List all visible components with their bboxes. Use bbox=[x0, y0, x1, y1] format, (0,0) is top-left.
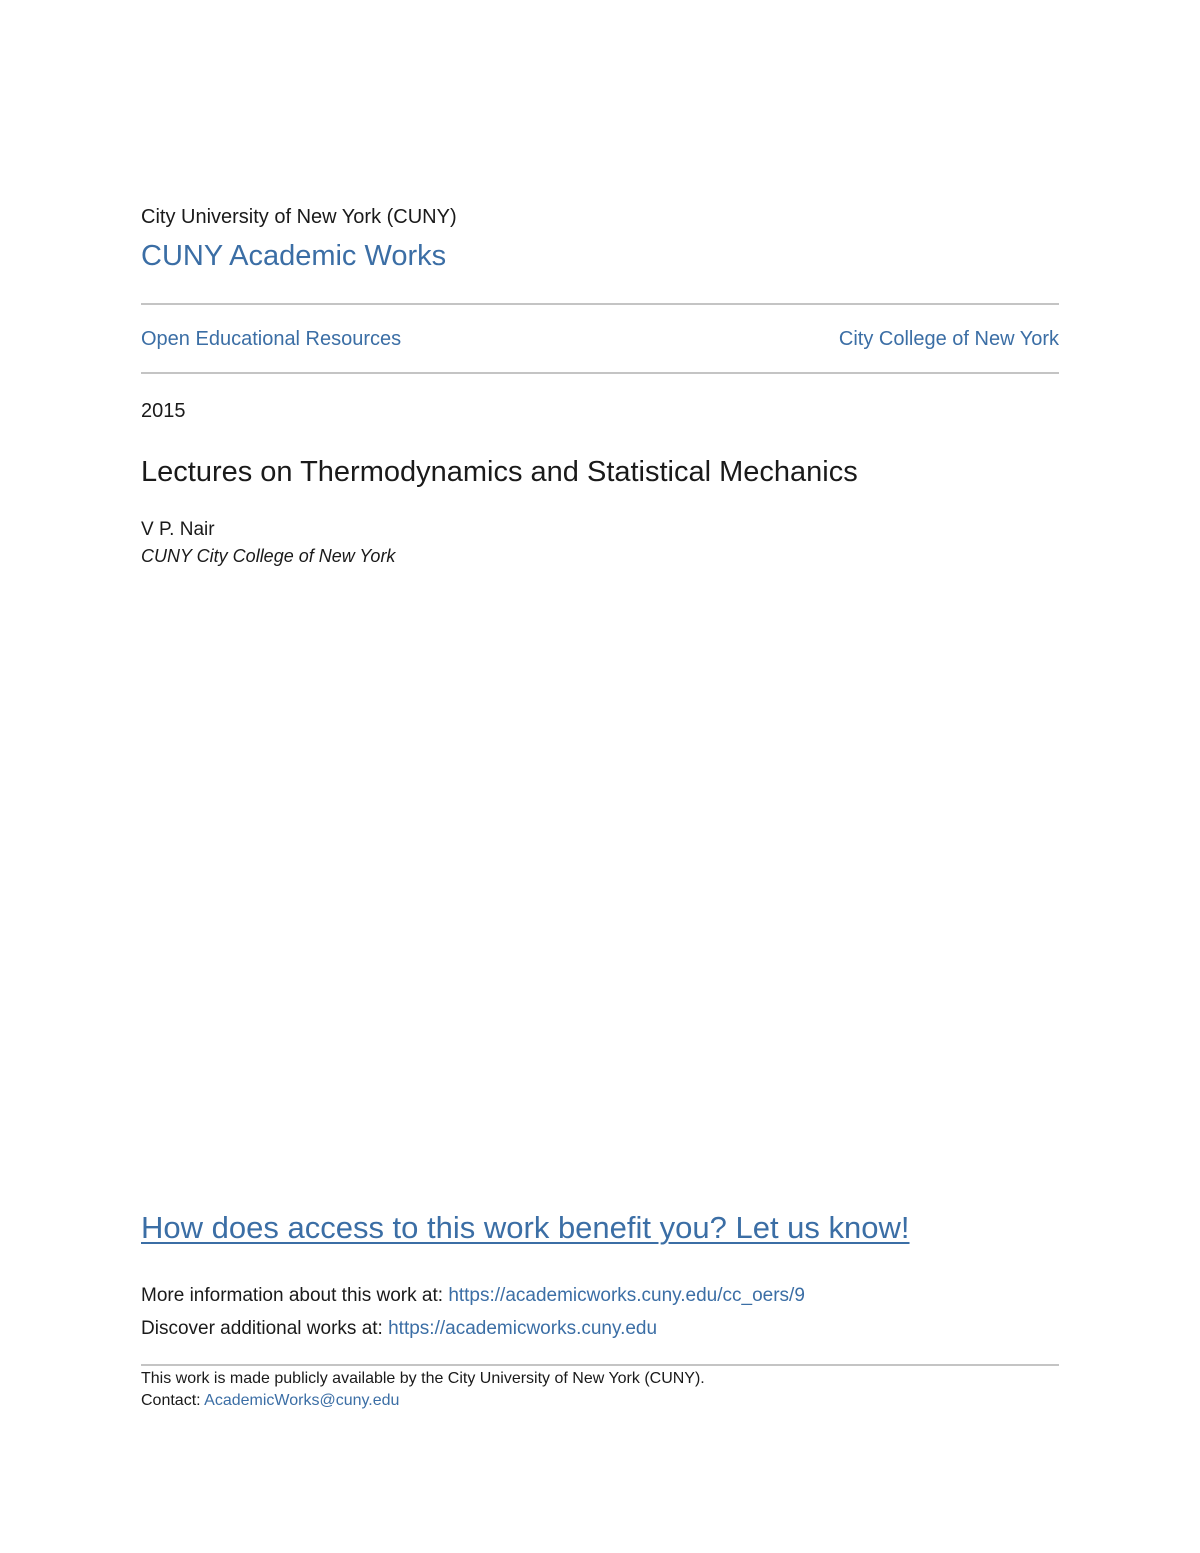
top-divider bbox=[141, 303, 1059, 305]
more-info-line bbox=[141, 1285, 805, 1307]
author-affiliation: CUNY City College of New York bbox=[141, 546, 396, 566]
college-link[interactable]: City College of New York bbox=[838, 328, 1059, 350]
publication-year: 2015 bbox=[141, 400, 186, 422]
discover-url-link[interactable]: https://academicworks.cuny.edu bbox=[388, 1318, 658, 1339]
availability-notice bbox=[141, 1368, 705, 1412]
more-info-label: More information about this work at: bbox=[141, 1285, 449, 1306]
repository-title-link[interactable]: CUNY Academic Works bbox=[141, 240, 447, 272]
footer-divider bbox=[141, 1364, 1059, 1366]
discover-label: Discover additional works at: bbox=[141, 1318, 389, 1339]
series-link[interactable]: Open Educational Resources bbox=[141, 328, 402, 350]
contact-line bbox=[141, 1390, 705, 1412]
nav-divider bbox=[141, 372, 1059, 374]
more-info-url-link[interactable]: https://academicworks.cuny.edu/cc_oers/9 bbox=[448, 1285, 805, 1306]
author-name: V P. Nair bbox=[141, 519, 215, 540]
contact-email-link[interactable]: AcademicWorks@cuny.edu bbox=[204, 1392, 400, 1409]
availability-text: This work is made publicly available by the City University of New York (CUNY). bbox=[141, 1370, 705, 1387]
contact-label: Contact: bbox=[141, 1392, 205, 1409]
institution-name: City University of New York (CUNY) bbox=[141, 206, 457, 228]
feedback-link[interactable]: How does access to this work benefit you? Let us know! bbox=[141, 1210, 910, 1245]
work-title: Lectures on Thermodynamics and Statistical Mechanics bbox=[141, 456, 858, 488]
discover-line bbox=[141, 1318, 657, 1340]
